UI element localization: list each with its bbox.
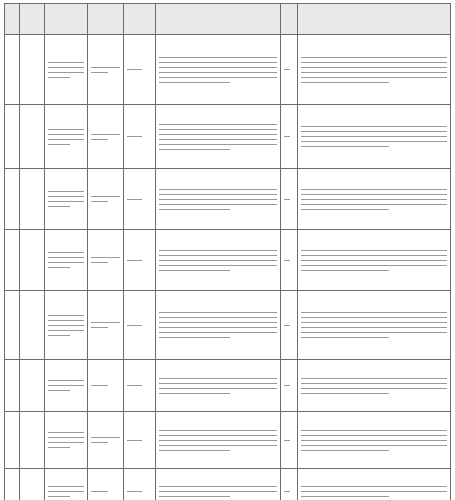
cell-8 xyxy=(298,35,451,105)
header-cell-6 xyxy=(155,4,280,35)
cell-6 xyxy=(155,360,280,412)
header-cell-2 xyxy=(19,4,44,35)
cell-8 xyxy=(298,469,451,500)
cell-5 xyxy=(123,360,155,412)
cell-2 xyxy=(19,105,44,169)
cell-3 xyxy=(45,469,87,500)
cell-7 xyxy=(281,105,298,169)
cell-5 xyxy=(123,291,155,360)
cell-6 xyxy=(155,230,280,291)
cell-8 xyxy=(298,105,451,169)
cell-6 xyxy=(155,469,280,500)
cell-3 xyxy=(45,412,87,469)
cell-1 xyxy=(5,412,20,469)
cell-3 xyxy=(45,360,87,412)
header-cell-4 xyxy=(87,4,123,35)
cell-2 xyxy=(19,291,44,360)
cell-1 xyxy=(5,105,20,169)
table-row xyxy=(5,412,451,469)
cell-3 xyxy=(45,291,87,360)
table-row xyxy=(5,105,451,169)
cell-8 xyxy=(298,169,451,230)
table-row xyxy=(5,169,451,230)
cell-7 xyxy=(281,35,298,105)
cell-1 xyxy=(5,360,20,412)
cell-5 xyxy=(123,230,155,291)
cell-2 xyxy=(19,169,44,230)
header-cell-3 xyxy=(45,4,87,35)
cell-7 xyxy=(281,169,298,230)
cell-5 xyxy=(123,169,155,230)
cell-8 xyxy=(298,230,451,291)
cell-4 xyxy=(87,35,123,105)
cell-6 xyxy=(155,35,280,105)
cell-7 xyxy=(281,469,298,500)
cell-1 xyxy=(5,291,20,360)
header-cell-5 xyxy=(123,4,155,35)
header-cell-1 xyxy=(5,4,20,35)
cell-4 xyxy=(87,469,123,500)
cell-1 xyxy=(5,230,20,291)
cell-6 xyxy=(155,169,280,230)
table-row xyxy=(5,360,451,412)
cell-1 xyxy=(5,469,20,500)
cell-8 xyxy=(298,291,451,360)
cell-4 xyxy=(87,169,123,230)
cell-2 xyxy=(19,35,44,105)
header-cell-7 xyxy=(281,4,298,35)
cell-7 xyxy=(281,412,298,469)
cell-4 xyxy=(87,105,123,169)
cell-5 xyxy=(123,35,155,105)
cell-6 xyxy=(155,291,280,360)
cell-3 xyxy=(45,169,87,230)
cell-6 xyxy=(155,105,280,169)
cell-5 xyxy=(123,412,155,469)
cell-2 xyxy=(19,360,44,412)
cell-4 xyxy=(87,291,123,360)
cell-7 xyxy=(281,360,298,412)
cell-7 xyxy=(281,291,298,360)
cell-2 xyxy=(19,230,44,291)
cell-7 xyxy=(281,230,298,291)
cell-1 xyxy=(5,169,20,230)
cell-2 xyxy=(19,469,44,500)
cell-1 xyxy=(5,35,20,105)
cell-5 xyxy=(123,105,155,169)
header-cell-8 xyxy=(298,4,451,35)
cell-6 xyxy=(155,412,280,469)
table-row xyxy=(5,291,451,360)
table-header-row xyxy=(5,4,451,35)
cell-2 xyxy=(19,412,44,469)
cell-4 xyxy=(87,412,123,469)
table-row xyxy=(5,469,451,500)
cell-3 xyxy=(45,105,87,169)
table-row xyxy=(5,35,451,105)
cell-5 xyxy=(123,469,155,500)
cell-3 xyxy=(45,230,87,291)
cell-3 xyxy=(45,35,87,105)
complaint-table xyxy=(4,3,451,500)
table-row xyxy=(5,230,451,291)
cell-8 xyxy=(298,412,451,469)
cell-4 xyxy=(87,230,123,291)
cell-8 xyxy=(298,360,451,412)
cell-4 xyxy=(87,360,123,412)
